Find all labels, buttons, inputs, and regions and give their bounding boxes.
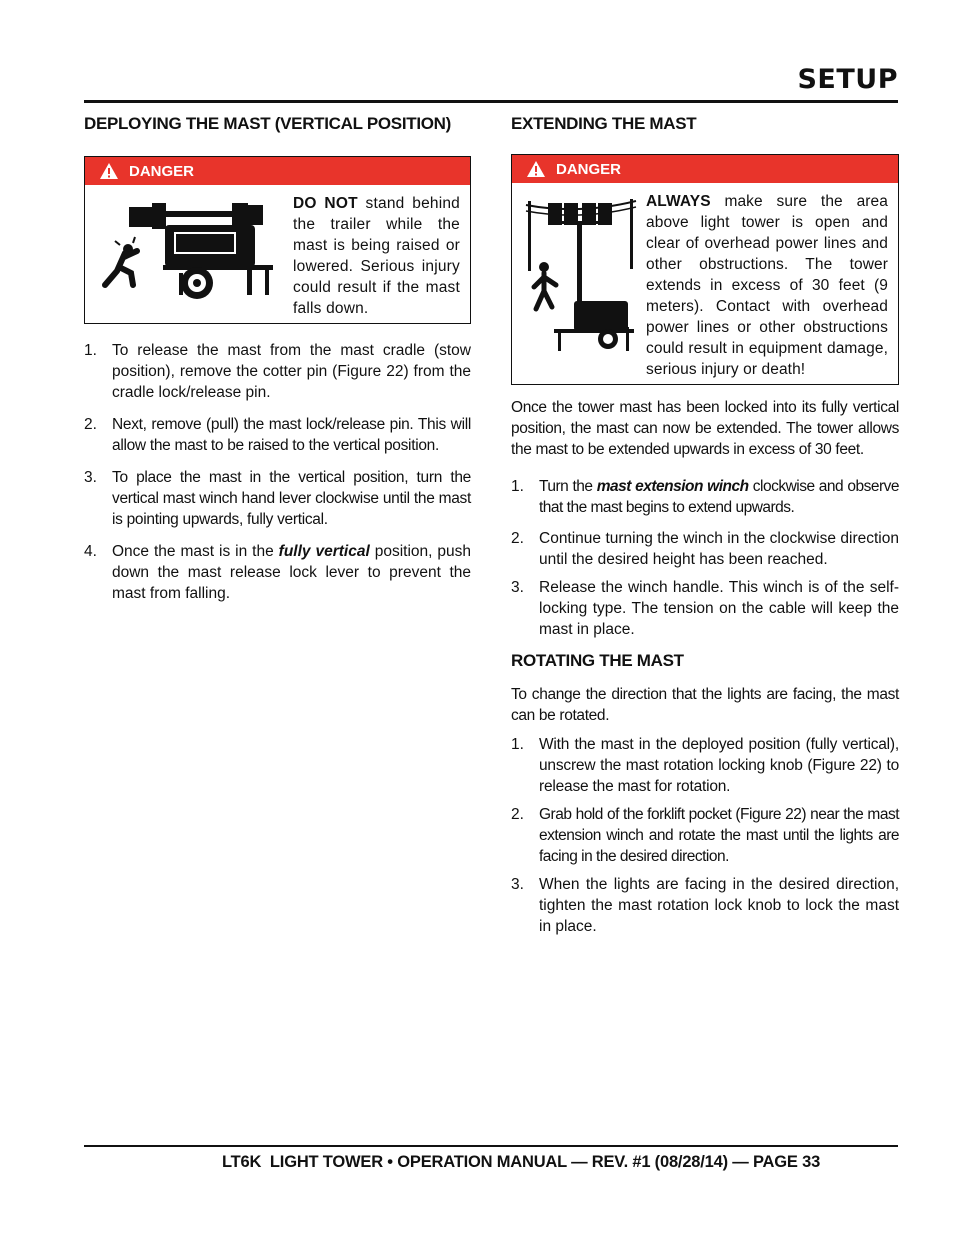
danger-body <box>85 185 470 323</box>
list-item <box>511 734 899 797</box>
list-item <box>511 476 899 518</box>
right-column <box>511 114 899 937</box>
danger-body <box>512 183 898 384</box>
step-number: 2. <box>511 806 524 823</box>
danger-text: make sure the area above light tower is open and clear of overhead power lines and other obstructions. The tower extends in excess of 30 feet (9 meters). Contact with overhead power lines or other obstructions could result in equipment damage, serious injury or death! <box>646 193 888 378</box>
page-footer: LT6K LIGHT TOWER • OPERATION MANUAL — REV. #1 (08/28/14) — PAGE 33 <box>221 1153 821 1171</box>
deploy-steps-list <box>84 340 471 604</box>
danger-emphasis: ALWAYS <box>646 193 711 210</box>
step-number: 1. <box>84 342 97 359</box>
step-text: With the mast in the deployed position (fully vertical), unscrew the mast rotation locking knob (Figure 22) to release the mast for rotation. <box>539 736 899 795</box>
danger-label: DANGER <box>556 160 622 178</box>
danger-header <box>512 155 898 183</box>
step-emphasis: fully vertical <box>278 543 370 560</box>
extend-steps-list <box>511 476 899 640</box>
step-number: 2. <box>84 416 97 433</box>
step-number: 1. <box>511 478 524 495</box>
list-item <box>84 414 471 456</box>
step-text: To place the mast in the vertical position, turn the vertical mast winch hand lever clockwise until the mast is pointing upwards, fully vertical. <box>112 469 471 528</box>
bottom-rule <box>84 1145 898 1147</box>
light-tower-power-line-icon <box>524 191 640 361</box>
section-heading-rotating: ROTATING THE MAST <box>511 651 684 670</box>
step-text-post: clockwise and observe that the mast begins to extend upwards. <box>539 478 899 516</box>
danger-message <box>646 191 888 380</box>
step-emphasis: mast extension winch <box>596 478 749 495</box>
top-rule <box>84 100 898 103</box>
list-item <box>511 804 899 867</box>
extending-intro: Once the tower mast has been locked into its fully vertical position, the mast can now be extended. The tower allows the mast to be extended upwards in excess of 30 feet. <box>511 399 899 458</box>
left-column <box>84 114 471 604</box>
step-number: 1. <box>511 736 524 753</box>
step-number: 3. <box>511 579 524 596</box>
step-text: Grab hold of the forklift pocket (Figure 22) near the mast extension winch and rotate the mast until the lights are facing in the desired direction. <box>539 806 899 865</box>
danger-message <box>293 193 460 319</box>
rotating-intro: To change the direction that the lights are facing, the mast can be rotated. <box>511 686 899 724</box>
step-text: Continue turning the winch in the clockwise direction until the desired height has been reached. <box>539 530 899 568</box>
section-heading-extending: EXTENDING THE MAST <box>511 114 697 133</box>
list-item <box>511 528 899 570</box>
step-number: 3. <box>511 876 524 893</box>
danger-header <box>85 157 470 185</box>
list-item <box>511 874 899 937</box>
person-behind-trailer-icon <box>97 193 287 303</box>
list-item <box>84 541 471 604</box>
section-heading-deploying: DEPLOYING THE MAST (VERTICAL POSITION) <box>84 114 452 133</box>
rotate-steps-list <box>511 734 899 937</box>
step-text <box>112 541 471 604</box>
step-text: To release the mast from the mast cradle (stow position), remove the cotter pin (Figure 22) from the cradle lock/release pin. <box>112 342 471 401</box>
page-title: SETUP <box>797 64 898 95</box>
step-text: Next, remove (pull) the mast lock/release pin. This will allow the mast to be raised to the vertical position. <box>112 416 471 454</box>
step-text-pre: Turn the <box>539 478 597 495</box>
step-text <box>539 476 899 518</box>
step-text-pre: Once the mast is in the <box>112 543 279 560</box>
step-number: 3. <box>84 469 97 486</box>
danger-label: DANGER <box>129 162 195 180</box>
warning-triangle-icon <box>526 160 546 178</box>
list-item <box>84 340 471 403</box>
danger-box-deploying <box>84 156 471 324</box>
power-line-hazard-illustration <box>524 191 646 371</box>
step-text-post: position, push down the mast release lock lever to prevent the mast from falling. <box>112 543 471 602</box>
step-text: When the lights are facing in the desired direction, tighten the mast rotation lock knob to lock the mast in place. <box>539 876 899 935</box>
warning-triangle-icon <box>99 162 119 180</box>
step-number: 2. <box>511 530 524 547</box>
step-text: Release the winch handle. This winch is of the self-locking type. The tension on the cable will keep the mast in place. <box>539 579 899 638</box>
trailer-hazard-illustration <box>97 193 293 313</box>
step-number: 4. <box>84 543 97 560</box>
list-item <box>511 577 899 640</box>
danger-text: stand behind the trailer while the mast is being raised or lowered. Serious injury could result if the mast falls down. <box>293 195 460 317</box>
danger-emphasis: DO NOT <box>293 195 358 212</box>
danger-box-extending <box>511 154 899 385</box>
list-item <box>84 467 471 530</box>
